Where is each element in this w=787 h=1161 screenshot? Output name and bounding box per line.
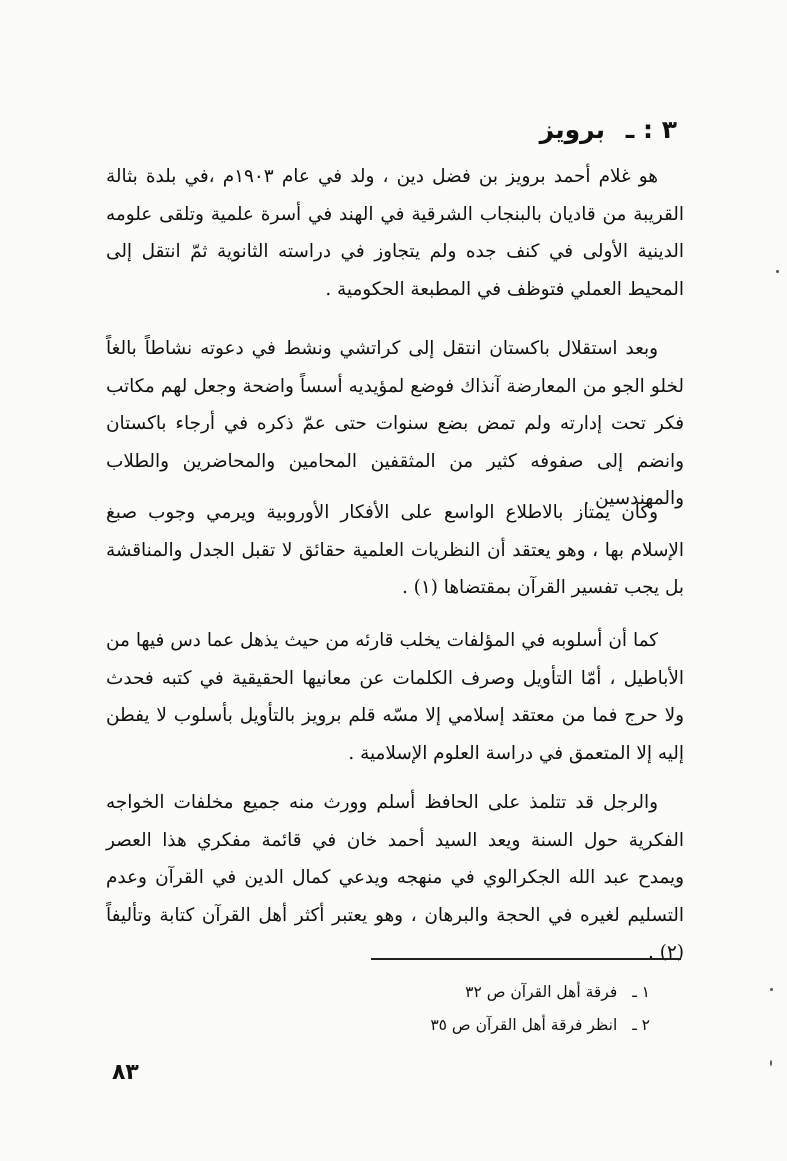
footnote-item (430, 976, 650, 1009)
paragraph-text: وبعد استقلال باكستان انتقل إلى كراتشي ونشط في دعوته نشاطاً بالغاً لخلو الجو من المعارضة آنذاك فوضع لمؤيديه أسساً واضحة وجعل لهم مكاتب فكر تحت إدارته ولم تمض بضع سنوات حتى عمّ ذكره في أرجاء باكستان وانضم إلى صفوفه كثير من المثقفين المحامين والمحاضرين والطلاب والمهندسين . (106, 338, 684, 510)
page-number: ٨٣ (112, 1060, 139, 1085)
body-paragraph (106, 622, 684, 772)
footnote-text: فرقة أهل القرآن ص ٣٢ (465, 983, 618, 1001)
scan-speck (770, 1060, 772, 1066)
paragraph-text: والرجل قد تتلمذ على الحافظ أسلم وورث منه جميع مخلفات الخواجه الفكرية حول السنة ويعد السيد أحمد خان في قائمة مفكري هذا العصر ويمدح عبد الله الجكرالوي في منهجه ويدعي كمال الدين في القرآن وعدم التسليم لغيره في الحجة والبرهان ، وهو يعتبر أكثر أهل القرآن كتابة وتأليفاً (٢) . (106, 792, 684, 964)
body-paragraph (106, 330, 684, 518)
footnotes (430, 976, 650, 1042)
section-heading (540, 112, 677, 148)
section-title: برويز (539, 115, 606, 144)
paragraph-text: وكان يمتاز بالاطلاع الواسع على الأفكار الأوروبية ويرمي وجوب صبغ الإسلام بها ، وهو يعتقد أن النظريات العلمية حقائق لا تقبل الجدل والمناقشة بل يجب تفسير القرآن بمقتضاها (١) . (106, 502, 684, 599)
scan-speck (776, 270, 779, 273)
footnote-number: ٢ ـ (632, 1016, 650, 1034)
footnote-text: انظر فرقة أهل القرآن ص ٣٥ (430, 1016, 618, 1034)
footnote-item (430, 1009, 650, 1042)
paragraph-text: كما أن أسلوبه في المؤلفات يخلب قارئه من حيث يذهل عما دس فيها من الأباطيل ، أمّا التأويل وصرف الكلمات عن معانيها الحقيقية في كتبه فحدث ولا حرج فما من معتقد إسلامي إلا مسّه قلم برويز بالتأويل بأسلوب لا يفطن إليه إلا المتعمق في دراسة العلوم الإسلامية . (106, 630, 684, 764)
body-paragraph (106, 158, 684, 308)
section-number: ٣ : ـ (625, 115, 677, 144)
footnote-divider (371, 958, 681, 960)
paragraph-text: هو غلام أحمد برويز بن فضل دين ، ولد في عام ١٩٠٣م ،في بلدة بثالة القريبة من قاديان بالبنجاب الشرقية في الهند في أسرة علمية وتلقى علومه الدينية الأولى في كنف جده ولم يتجاوز في دراسته الثانوية ثمّ انتقل إلى المحيط العملي فتوظف في المطبعة الحكومية . (106, 166, 684, 300)
scan-speck (770, 988, 773, 991)
body-paragraph (106, 494, 684, 607)
footnote-number: ١ ـ (632, 983, 650, 1001)
body-paragraph (106, 784, 684, 972)
